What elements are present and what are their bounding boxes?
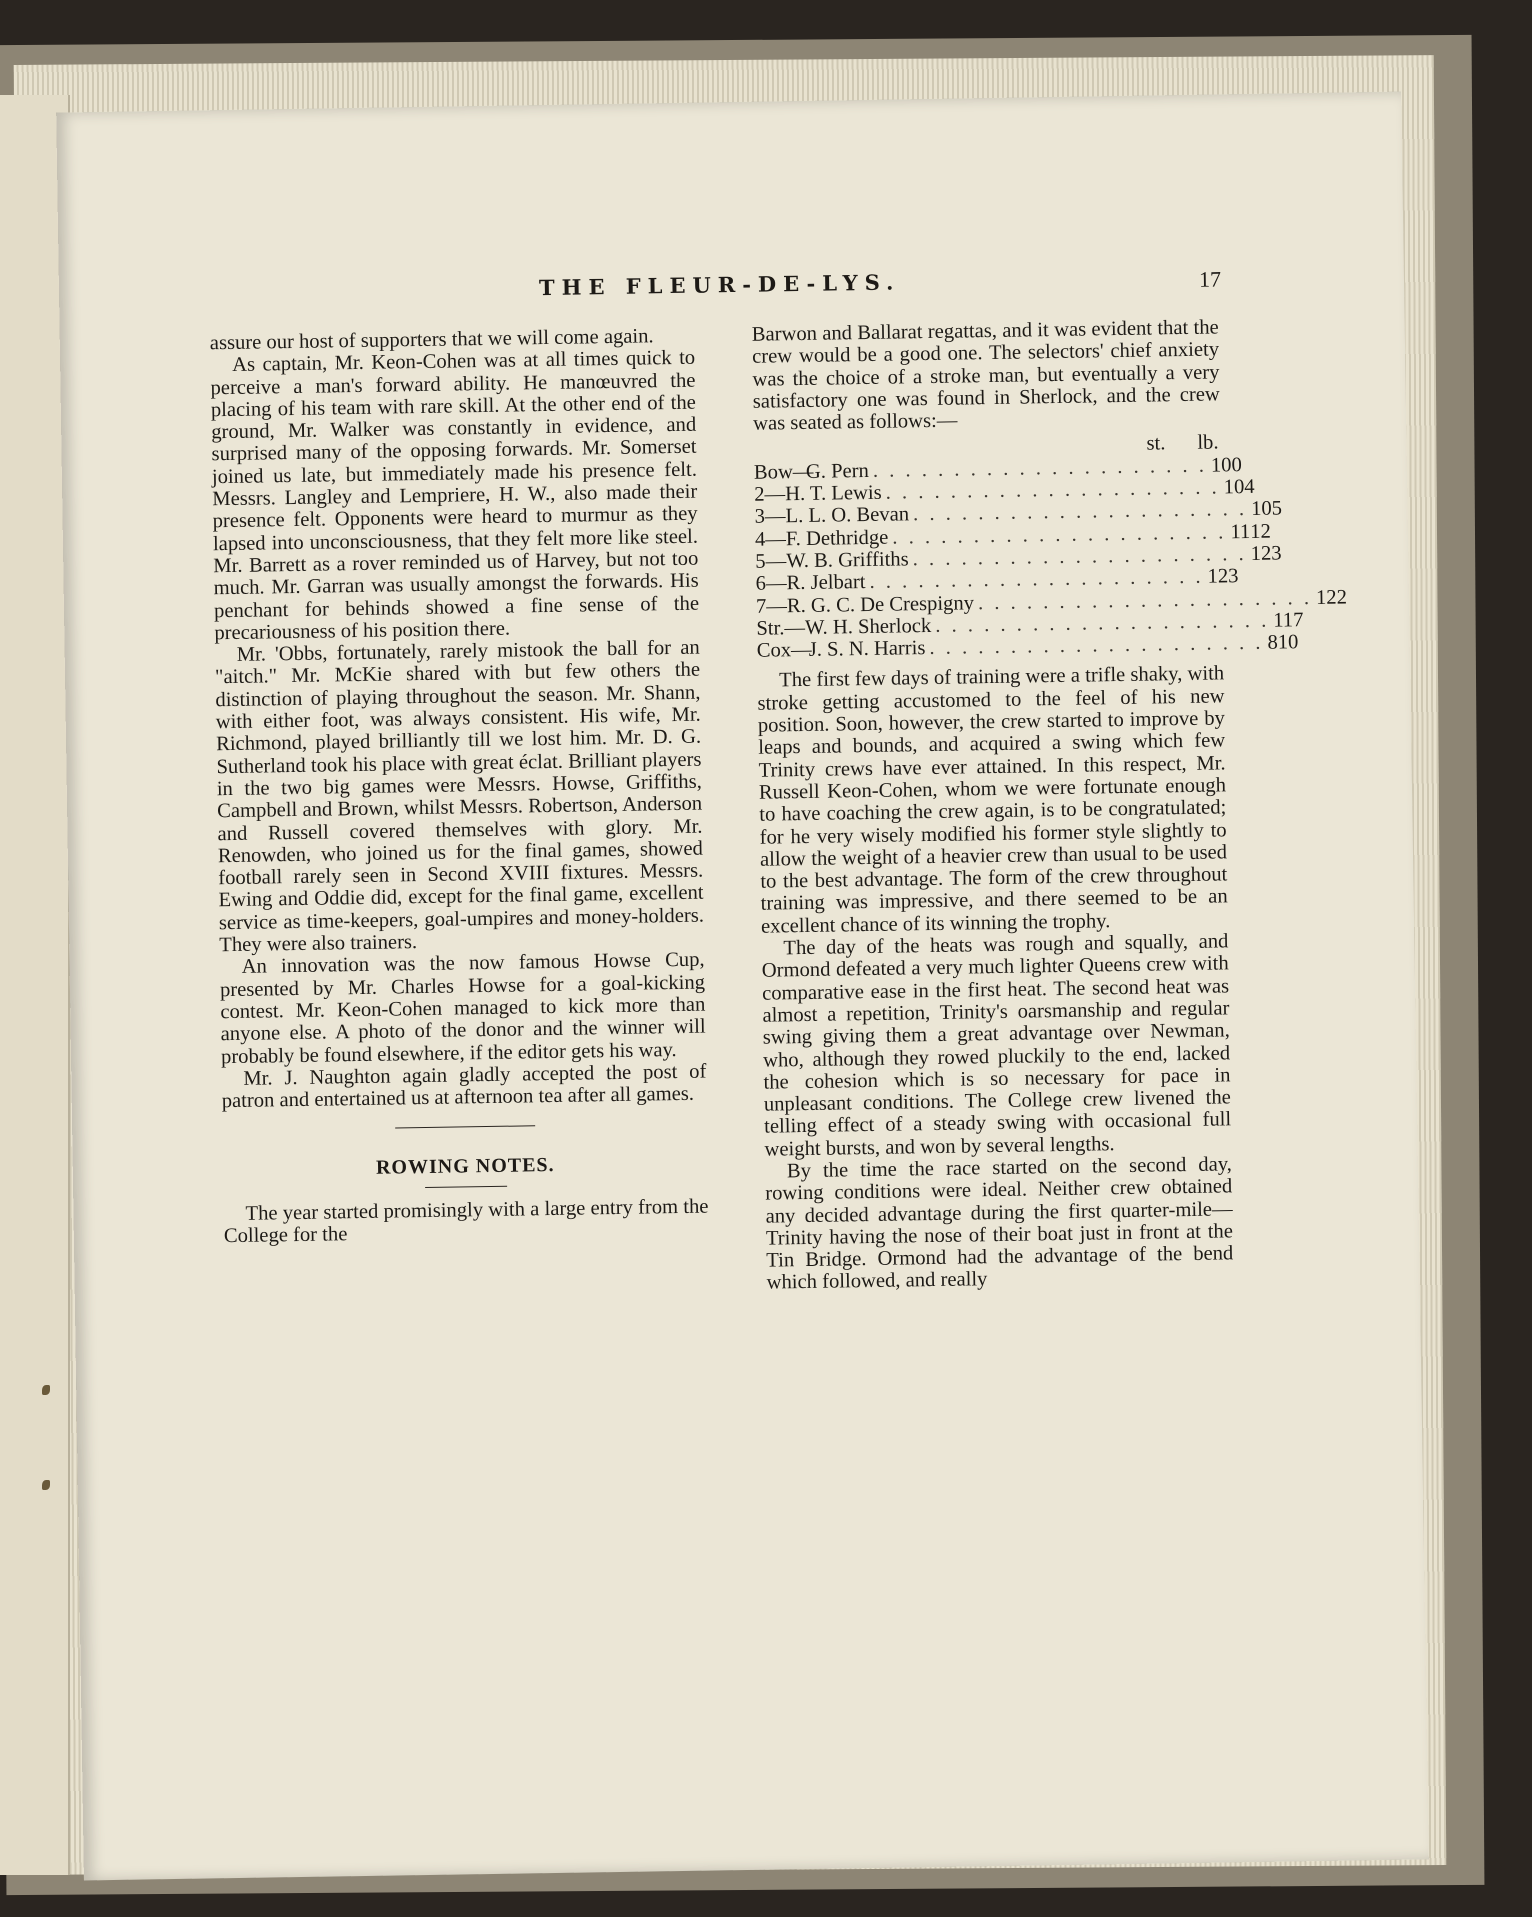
paragraph: Mr. 'Obbs, fortunately, rarely mistook the ball for an "aitch." Mr. McKie shared with but few others the distinction of playing throughout the season. Mr. Shann, with either foot, was always consistent. His wife, Mr. Richmond, played brilliantly till we lost him. Mr. D. G. Sutherland took his place with great éclat. Brilliant players in the two big games were Messrs. Howse, Griffiths, Campbell and Brown, whilst Messrs. Robertson, Anderson and Russell covered themselves with glory. Mr. Renowden, who joined us for the final games, showed football rarely seen in Second XVIII fixtures. Messrs. Ewing and Oddie did, except for the final game, excellent service as time-keepers, goal-umpires and money-holders. They were also trainers. (214, 636, 705, 957)
crew-weight-pounds: 5 (1271, 497, 1283, 521)
magazine-page (56, 92, 1429, 1881)
crew-seat: 3— (754, 505, 786, 529)
binding-mark (42, 1480, 50, 1490)
paragraph: By the time the race started on the second day, rowing conditions were ideal. Neither crew obtained any decided advantage during the first quarter-mile—Trinity having the nose of their boat just in front at the Tin Bridge. Ormond had the advantage of the bend which followed, and really (765, 1153, 1234, 1295)
crew-seat: 2— (754, 483, 786, 506)
heading-underline (425, 1185, 507, 1187)
crew-seat: Bow— (753, 460, 814, 484)
crew-seat: 6— (755, 572, 787, 596)
crew-name: G. Pern (805, 459, 870, 483)
crew-weight-pounds: 0 (1231, 453, 1242, 477)
crew-weight-pounds: 3 (1227, 565, 1239, 588)
crew-weight-pounds: 3 (1271, 542, 1282, 565)
running-title: THE FLEUR-DE-LYS. (538, 269, 901, 301)
paragraph: The first few days of training were a trifle shaky, with stroke getting accustomed to the feel of his new position. Soon, however, the crew started to improve by leaps and bounds, and acquired a swing which few Trinity crews have ever attained. In this respect, Mr. Russell Keon-Cohen, whom we were fortunate enough to have coaching the crew again, is to be congratulated; for he very wisely modified his former style slightly to allow the weight of a heavier crew than usual to be used to the best advantage. The form of the crew throughout training was impressive, and there seemed to be an excellent chance of its winning the trophy. (757, 662, 1228, 938)
crew-seat: Str.— (756, 616, 806, 640)
crew-weight-pounds: 12 (1250, 520, 1271, 543)
crew-seat: 7— (755, 594, 788, 618)
crew-weight-stone: 10 (1210, 454, 1232, 477)
paragraph: The year started promisingly with a large entry from the College for the (223, 1195, 709, 1248)
paragraph: As captain, Mr. Keon-Cohen was at all times quick to perceive a man's forward ability. He manœuvred the placing of his team with rare skill. At the other end of the ground, Mr. Walker was constantly in evidence, and surprised many of the opposing forwards. Mr. Somerset joined us late, but immediately made his presence felt. Messrs. Langley and Lempriere, H. W., also made their presence felt. Opponents were heard to murmur as they lapsed into unconsciousness, that they felt more like steel. Mr. Barrett as a rover reminded us of Harvey, but not too much. Mr. Garran was usually amongst the forwards. His penchant for behinds showed a fine sense of the precariousness of his position there. (210, 346, 700, 645)
paragraph: assure our host of supporters that we will come again. (209, 325, 654, 355)
crew-weight-stone: 8 (1267, 631, 1278, 654)
crew-name: H. T. Lewis (785, 481, 882, 506)
section-heading: ROWING NOTES. (375, 1154, 555, 1180)
crew-weight-stone: 12 (1207, 565, 1229, 588)
crew-weight-stone: 10 (1223, 476, 1245, 499)
crew-weight-pounds: 10 (1277, 631, 1299, 654)
crew-weight-stone: 12 (1315, 586, 1337, 609)
crew-rows (753, 453, 1348, 662)
crew-weight-stone: 11 (1273, 609, 1294, 632)
leader-dots: . . . . . . . . . . . . . . . . . . . . . (869, 565, 1204, 594)
crew-seat: Cox— (756, 639, 812, 662)
crew-name: J. S. N. Harris (808, 637, 926, 662)
leader-dots: . . . . . . . . . . . . . . . . . . . . . (977, 586, 1313, 614)
crew-name: W. B. Griffiths (786, 548, 909, 573)
crew-weight-pounds: 2 (1336, 586, 1348, 609)
leader-dots: . . . . . . . . . . . . . . . . . . . . . (872, 454, 1208, 482)
leader-dots: . . . . . . . . . . . . . . . . . . . . . (892, 521, 1227, 549)
pound-column-header: lb. (1197, 431, 1219, 455)
paragraph: Mr. J. Naughton again gladly accepted the post of patron and entertained us at afternoon tea after all games. (221, 1060, 707, 1113)
crew-name: W. H. Sherlock (804, 614, 932, 639)
left-column (210, 325, 709, 1248)
stone-column-header: st. (1146, 432, 1166, 456)
crew-list (753, 431, 1348, 662)
right-column (751, 316, 1348, 1295)
paragraph: Barwon and Ballarat regattas, and it was evident that the crew would be a good one. The selectors' chief anxiety was the choice of a stroke man, but eventually a very satisfactory one was found in Sherlock, and the crew was seated as follows:— (751, 316, 1220, 435)
leader-dots: . . . . . . . . . . . . . . . . . . . . . (929, 631, 1264, 660)
crew-name: R. Jelbart (786, 571, 866, 595)
crew-weight-pounds: 7 (1292, 609, 1304, 632)
crew-weight-pounds: 4 (1244, 475, 1255, 499)
crew-seat: 4— (754, 527, 787, 551)
crew-weight-stone: 12 (1250, 542, 1272, 565)
page-number: 17 (1198, 266, 1222, 292)
paragraph: The day of the heats was rough and squally, and Ormond defeated a very much lighter Queens crew with comparative ease in the first heat. The second heat was almost a repetition, Trinity's oarsmanship and regular swing giving them a great advantage over Newman, who, although they rowed pluckily to the end, lacked the cohesion which is so necessary for pace in unpleasant conditions. The College crew livened the telling effect of a steady swing with occasional full weight bursts, and won by several lengths. (761, 930, 1232, 1161)
binding-mark (42, 1385, 50, 1395)
crew-name: L. L. O. Bevan (785, 503, 910, 528)
leader-dots: . . . . . . . . . . . . . . . . . . . . . (912, 542, 1247, 571)
crew-name: R. G. C. De Crespigny (786, 591, 975, 617)
crew-seat: 5— (755, 550, 787, 573)
leader-dots: . . . . . . . . . . . . . . . . . . . . . (935, 609, 1270, 637)
section-divider (395, 1126, 535, 1129)
crew-weight-stone: 11 (1230, 520, 1251, 543)
crew-weight-stone: 10 (1250, 498, 1272, 521)
crew-name: F. Dethridge (785, 526, 889, 550)
paragraph: An innovation was the now famous Howse Cup, presented by Mr. Charles Howse for a goal-kicking contest. Mr. Keon-Cohen managed to kick more than anyone else. A photo of the donor and the winner will probably be found elsewhere, if the editor gets his way. (219, 948, 706, 1068)
leader-dots: . . . . . . . . . . . . . . . . . . . . . (912, 498, 1248, 526)
leader-dots: . . . . . . . . . . . . . . . . . . . . . (885, 476, 1220, 504)
